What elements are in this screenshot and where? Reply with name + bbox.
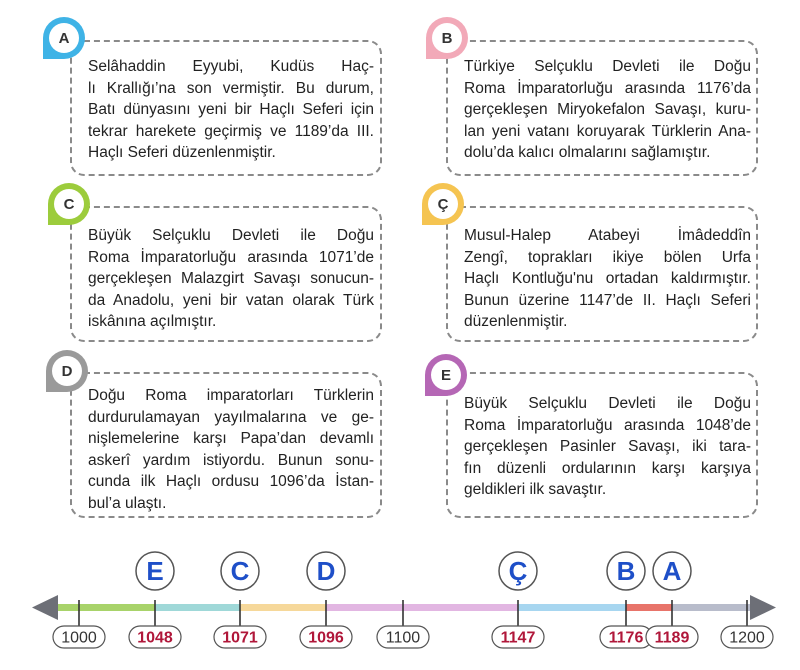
marker-letter: E bbox=[146, 556, 164, 586]
card-c-line: gerçekleşen Malazgirt Savaşı sonucun- bbox=[88, 270, 374, 287]
card-c-line: iskânına açılmıştır. bbox=[88, 313, 217, 330]
card-e-line: gerçekleşen Pasinler Savaşı, iki tara- bbox=[464, 438, 751, 455]
card-c-line: Roma İmparatorluğu arasında 1071’de bbox=[88, 248, 374, 266]
badge-e-letter: E bbox=[431, 360, 461, 390]
badge-a-letter: A bbox=[49, 23, 79, 53]
card-d-line: Doğu Roma imparatorları Türklerin bbox=[88, 387, 374, 404]
timeline-marker-1189 bbox=[653, 552, 691, 590]
badge-b-letter: B bbox=[432, 23, 462, 53]
card-b-text bbox=[464, 56, 751, 164]
timeline-marker-1071 bbox=[221, 552, 259, 590]
card-c-line: Büyük Selçuklu Devleti ile Doğu bbox=[88, 227, 374, 244]
card-a-text bbox=[88, 56, 374, 164]
timeline-marker-1176 bbox=[607, 552, 645, 590]
year-label: 1189 bbox=[654, 629, 690, 647]
card-cc-text bbox=[464, 225, 751, 333]
card-a-line: Haçlı Seferi düzenlenmiştir. bbox=[88, 144, 276, 161]
card-b-line: Türkiye Selçuklu Devleti ile Doğu bbox=[464, 58, 751, 75]
card-e-line: Büyük Selçuklu Devleti ile Doğu bbox=[464, 395, 751, 412]
card-d-line: durdurulamayan yayılmalarına ve ge- bbox=[88, 408, 374, 426]
timeline-marker-1096 bbox=[307, 552, 345, 590]
timeline-seg bbox=[155, 604, 240, 611]
card-c-text bbox=[88, 225, 374, 333]
card-e-line: Roma İmparatorluğu arasında 1048’de bbox=[464, 416, 751, 434]
badge-cc bbox=[422, 183, 464, 225]
card-b-line: dolu’da kalıcı olmalarını sağlamıştır. bbox=[464, 144, 711, 161]
year-label: 1200 bbox=[729, 629, 765, 647]
card-b-line: lan yeni vatanı koruyarak Türklerin Ana- bbox=[464, 122, 751, 140]
badge-c bbox=[48, 183, 90, 225]
year-label: 1100 bbox=[385, 629, 421, 647]
year-label: 1000 bbox=[61, 629, 97, 647]
year-label: 1147 bbox=[500, 629, 536, 647]
card-a-line: lı Krallığı’na son vermiştir. Bu durum, bbox=[88, 79, 374, 97]
card-d-line: bul’a ulaştı. bbox=[88, 494, 167, 512]
year-label: 1096 bbox=[308, 629, 344, 647]
badge-a bbox=[43, 17, 85, 59]
timeline-seg bbox=[672, 604, 750, 611]
badge-d bbox=[46, 350, 88, 392]
timeline-seg bbox=[240, 604, 326, 611]
badge-cc-letter: Ç bbox=[428, 189, 458, 219]
right-arrow-icon bbox=[750, 595, 776, 620]
card-cc-line: Haçlı Kontluğu'nu ortadan kaldırmıştır. bbox=[464, 270, 751, 287]
timeline-markers bbox=[136, 552, 691, 590]
card-a-line: tekrar harekete geçirmiş ve 1189’da III. bbox=[88, 122, 374, 140]
marker-letter: D bbox=[316, 556, 336, 586]
marker-letter: C bbox=[230, 556, 250, 586]
card-cc-line: düzenlenmiştir. bbox=[464, 313, 568, 330]
badge-d-letter: D bbox=[52, 356, 82, 386]
card-a-line: Batı dünyasını yeni bir Haçlı Seferi için bbox=[88, 101, 374, 118]
card-cc-line: Bunun üzerine 1147’de II. Haçlı Seferi bbox=[464, 291, 751, 309]
timeline-seg bbox=[55, 604, 155, 611]
year-label: 1048 bbox=[137, 629, 173, 647]
timeline-seg bbox=[326, 604, 518, 611]
card-d-text bbox=[88, 385, 374, 514]
card-d-line: cunda ilk Haçlı ordusu 1096’da İstan- bbox=[88, 473, 374, 490]
marker-letter: A bbox=[662, 556, 682, 586]
year-label: 1176 bbox=[608, 629, 644, 647]
card-cc-line: Musul-Halep Atabeyi İmâdeddîn bbox=[464, 227, 751, 244]
timeline-axis bbox=[32, 595, 776, 620]
card-d-line: nişlemelerine karşı Papa’dan devamlı bbox=[88, 430, 374, 447]
left-arrow-icon bbox=[32, 595, 58, 620]
timeline-seg bbox=[626, 604, 672, 611]
marker-letter: Ç bbox=[508, 556, 528, 586]
card-e-line: fın düzenli ordularının karşı karşıya bbox=[464, 459, 751, 477]
card-cc-line: Zengî, toprakları ikiye bölen Urfa bbox=[464, 248, 751, 266]
timeline-marker-1048 bbox=[136, 552, 174, 590]
marker-letter: B bbox=[616, 556, 636, 586]
card-e-text bbox=[464, 393, 751, 501]
year-label: 1071 bbox=[222, 629, 258, 647]
timeline bbox=[0, 540, 800, 665]
card-c-line: da Anadolu, yeni bir vatan olarak Türk bbox=[88, 291, 374, 309]
badge-b bbox=[426, 17, 468, 59]
timeline-marker-1147 bbox=[499, 552, 537, 590]
card-d-line: askerî yardım istiyordu. Bunun sonu- bbox=[88, 451, 374, 469]
card-b-line: gerçekleşen Miryokefalon Savaşı, kuru- bbox=[464, 101, 751, 118]
badge-e bbox=[425, 354, 467, 396]
card-e-line: geldikleri ilk savaştır. bbox=[464, 481, 607, 498]
badge-c-letter: C bbox=[54, 189, 84, 219]
timeline-seg bbox=[518, 604, 626, 611]
card-b-line: Roma İmparatorluğu arasında 1176’da bbox=[464, 79, 751, 97]
card-a-line: Selâhaddin Eyyubi, Kudüs Haç- bbox=[88, 58, 374, 75]
